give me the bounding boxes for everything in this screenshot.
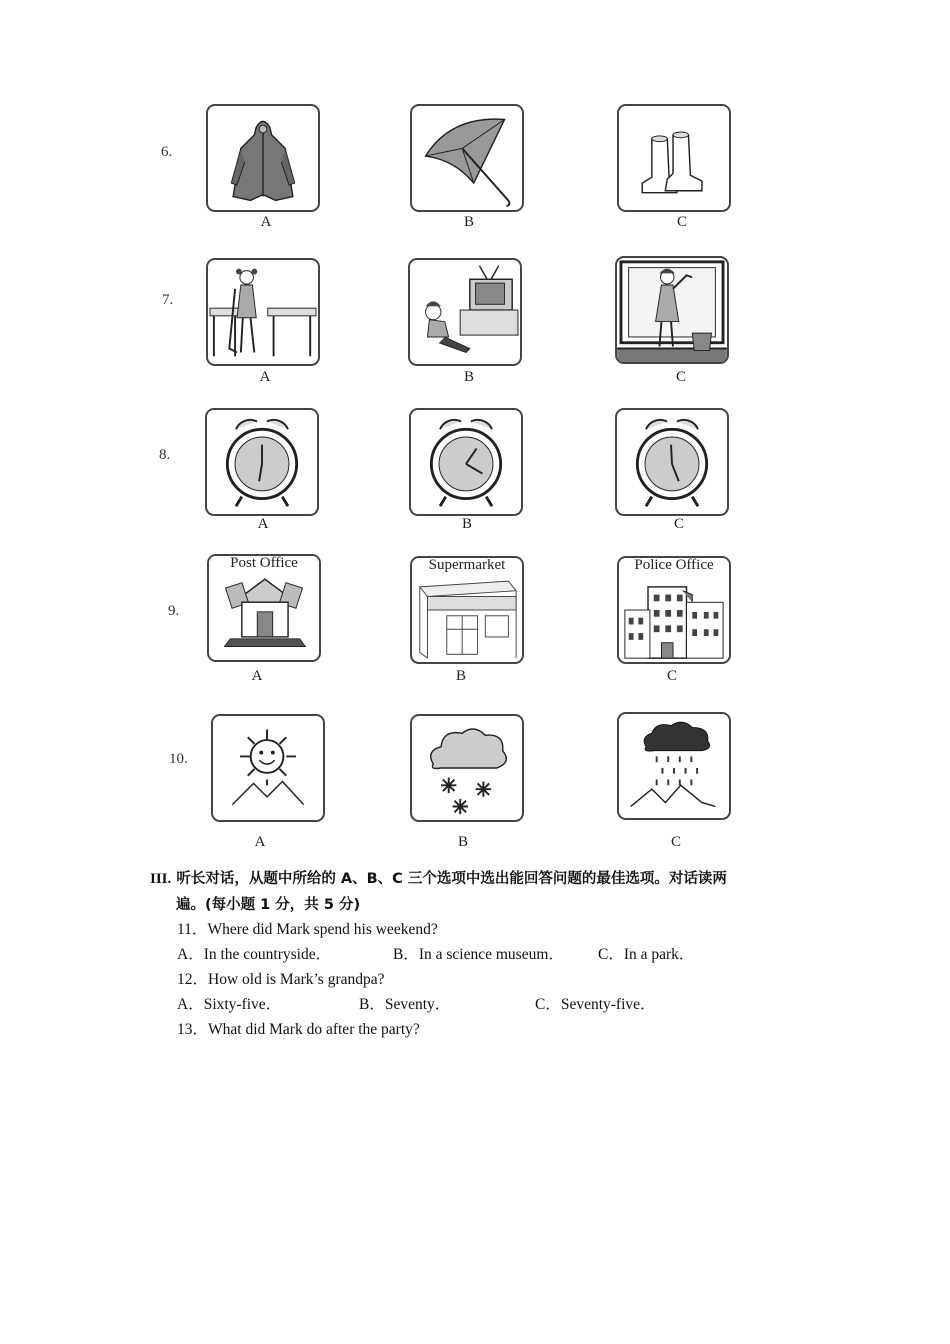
option-letter: A [259, 369, 271, 385]
question-number: 13． [177, 1021, 209, 1038]
raincoat-icon [208, 106, 318, 210]
answer-option[interactable]: A．In the countryside． [177, 946, 332, 963]
option-picture-7a[interactable] [206, 258, 320, 366]
option-picture-8c[interactable] [615, 408, 729, 516]
option-picture-6b[interactable] [410, 104, 524, 212]
option-letter: C [676, 214, 687, 230]
picture-caption: Post Office [209, 555, 319, 572]
option-picture-10a[interactable] [211, 714, 325, 822]
option-picture-8b[interactable] [409, 408, 523, 516]
option-picture-10b[interactable] [410, 714, 524, 822]
question-text: What did Mark do after the party? [208, 1021, 420, 1038]
girl-cleaning-window-icon [617, 258, 727, 362]
option-letter: C [670, 834, 681, 850]
picture-caption: Police Office [619, 557, 729, 574]
question-number: 7. [162, 292, 174, 308]
question-number: 6. [161, 144, 173, 160]
question-13 [177, 1017, 420, 1039]
option-letter: A [254, 834, 266, 850]
answer-option[interactable]: B．Seventy． [359, 996, 451, 1013]
option-letter: A [251, 668, 263, 684]
option-letter: B [455, 668, 466, 684]
snowy-icon [412, 716, 522, 820]
question-number: 11． [177, 921, 208, 938]
section-roman-numeral: III. [150, 871, 172, 887]
question-text: How old is Mark’s grandpa? [208, 971, 385, 988]
option-letter: B [463, 369, 474, 385]
option-letter: C [675, 369, 686, 385]
option-letter: A [257, 516, 269, 532]
girl-watching-tv-icon [410, 260, 520, 364]
answer-option[interactable]: B．In a science museum． [393, 946, 564, 963]
question-number: 12． [177, 971, 209, 988]
question-number: 10. [169, 751, 188, 767]
question-number: 9. [168, 603, 180, 619]
instruction-line-1: 听长对话，从题中所给的 A、B、C 三个选项中选出能回答问题的最佳选项。对话读两 [176, 871, 727, 887]
rainy-icon [619, 714, 729, 818]
option-picture-8a[interactable] [205, 408, 319, 516]
question-number: 8. [159, 447, 171, 463]
option-picture-9a[interactable] [207, 554, 321, 662]
option-picture-9b[interactable] [410, 556, 524, 664]
rain-boots-icon [619, 106, 729, 210]
umbrella-icon [412, 106, 522, 210]
option-picture-10c[interactable] [617, 712, 731, 820]
option-picture-7b[interactable] [408, 258, 522, 366]
option-letter: A [260, 214, 272, 230]
answer-option[interactable]: C．In a park． [598, 946, 695, 963]
option-letter: B [463, 214, 474, 230]
instruction-line-2: 遍。(每小题 1 分，共 5 分) [176, 897, 361, 913]
alarm-clock-icon [411, 410, 521, 514]
option-picture-6a[interactable] [206, 104, 320, 212]
girl-sweeping-floor-icon [208, 260, 318, 364]
question-12 [177, 967, 385, 989]
alarm-clock-icon [617, 410, 727, 514]
picture-caption: Supermarket [412, 557, 522, 574]
option-picture-9c[interactable] [617, 556, 731, 664]
option-letter: B [457, 834, 468, 850]
section-instruction [150, 866, 810, 918]
option-picture-6c[interactable] [617, 104, 731, 212]
option-letter: B [461, 516, 472, 532]
option-letter: C [666, 668, 677, 684]
question-11 [177, 917, 438, 939]
answer-option[interactable]: C．Seventy-five． [535, 996, 656, 1013]
answer-option[interactable]: A．Sixty-five． [177, 996, 282, 1013]
option-picture-7c[interactable] [615, 256, 729, 364]
sunny-icon [213, 716, 323, 820]
question-text: Where did Mark spend his weekend? [207, 921, 438, 938]
option-letter: C [673, 516, 684, 532]
alarm-clock-icon [207, 410, 317, 514]
